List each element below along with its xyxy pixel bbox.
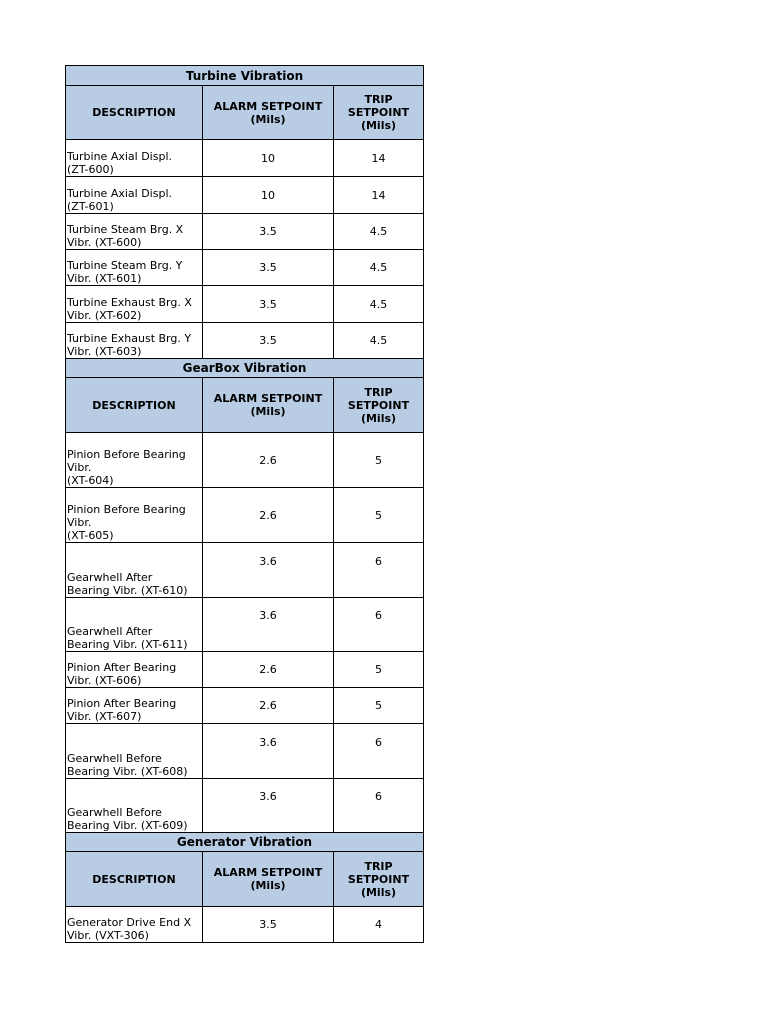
description-header: DESCRIPTION xyxy=(66,852,203,907)
table-row xyxy=(66,250,424,286)
alarm-setpoint-cell: 3.6 xyxy=(203,543,334,598)
description-cell: Generator Drive End X Vibr. (VXT-306) xyxy=(66,907,203,943)
trip-setpoint-cell: 4.5 xyxy=(334,323,424,359)
table-row xyxy=(66,688,424,724)
alarm-setpoint-cell: 3.5 xyxy=(203,286,334,323)
description-header: DESCRIPTION xyxy=(66,378,203,433)
trip-setpoint-header: TRIP SETPOINT (Mils) xyxy=(334,852,424,907)
alarm-setpoint-cell: 3.5 xyxy=(203,214,334,250)
table-row xyxy=(66,598,424,652)
column-header-row xyxy=(66,378,424,433)
table-row xyxy=(66,140,424,177)
alarm-setpoint-cell: 10 xyxy=(203,177,334,214)
description-cell: Gearwhell Before Bearing Vibr. (XT-609) xyxy=(66,779,203,833)
section-title-row xyxy=(66,833,424,852)
table-row xyxy=(66,652,424,688)
description-cell: Gearwhell Before Bearing Vibr. (XT-608) xyxy=(66,724,203,779)
trip-setpoint-cell: 4 xyxy=(334,907,424,943)
description-cell: Pinion After Bearing Vibr. (XT-606) xyxy=(66,652,203,688)
table-row xyxy=(66,286,424,323)
trip-setpoint-cell: 14 xyxy=(334,140,424,177)
alarm-setpoint-cell: 2.6 xyxy=(203,688,334,724)
description-cell: Pinion After Bearing Vibr. (XT-607) xyxy=(66,688,203,724)
table-row xyxy=(66,177,424,214)
trip-setpoint-cell: 6 xyxy=(334,724,424,779)
description-cell: Gearwhell After Bearing Vibr. (XT-611) xyxy=(66,598,203,652)
trip-setpoint-cell: 4.5 xyxy=(334,286,424,323)
description-cell: Turbine Axial Displ. (ZT-600) xyxy=(66,140,203,177)
table-row xyxy=(66,214,424,250)
alarm-setpoint-header: ALARM SETPOINT (Mils) xyxy=(203,852,334,907)
description-cell: Turbine Axial Displ. (ZT-601) xyxy=(66,177,203,214)
description-cell: Turbine Steam Brg. Y Vibr. (XT-601) xyxy=(66,250,203,286)
alarm-setpoint-header: ALARM SETPOINT (Mils) xyxy=(203,378,334,433)
alarm-setpoint-cell: 3.5 xyxy=(203,250,334,286)
table-row xyxy=(66,433,424,488)
alarm-setpoint-cell: 3.6 xyxy=(203,779,334,833)
trip-setpoint-header: TRIP SETPOINT (Mils) xyxy=(334,86,424,140)
column-header-row xyxy=(66,86,424,140)
trip-setpoint-cell: 14 xyxy=(334,177,424,214)
alarm-setpoint-cell: 2.6 xyxy=(203,433,334,488)
section-title: GearBox Vibration xyxy=(66,359,424,378)
trip-setpoint-header: TRIP SETPOINT (Mils) xyxy=(334,378,424,433)
description-cell: Gearwhell After Bearing Vibr. (XT-610) xyxy=(66,543,203,598)
trip-setpoint-cell: 6 xyxy=(334,543,424,598)
alarm-setpoint-cell: 3.6 xyxy=(203,598,334,652)
trip-setpoint-cell: 5 xyxy=(334,488,424,543)
trip-setpoint-cell: 5 xyxy=(334,433,424,488)
description-header: DESCRIPTION xyxy=(66,86,203,140)
alarm-setpoint-cell: 2.6 xyxy=(203,488,334,543)
table-row xyxy=(66,488,424,543)
description-cell: Turbine Exhaust Brg. Y Vibr. (XT-603) xyxy=(66,323,203,359)
alarm-setpoint-header: ALARM SETPOINT (Mils) xyxy=(203,86,334,140)
trip-setpoint-cell: 6 xyxy=(334,779,424,833)
alarm-setpoint-cell: 3.5 xyxy=(203,323,334,359)
section-title: Turbine Vibration xyxy=(66,66,424,86)
alarm-setpoint-cell: 2.6 xyxy=(203,652,334,688)
trip-setpoint-cell: 4.5 xyxy=(334,250,424,286)
section-title-row xyxy=(66,359,424,378)
table-row xyxy=(66,907,424,943)
section-title-row xyxy=(66,66,424,86)
description-cell: Turbine Steam Brg. X Vibr. (XT-600) xyxy=(66,214,203,250)
column-header-row xyxy=(66,852,424,907)
table-row xyxy=(66,724,424,779)
alarm-setpoint-cell: 3.5 xyxy=(203,907,334,943)
section-title: Generator Vibration xyxy=(66,833,424,852)
trip-setpoint-cell: 5 xyxy=(334,652,424,688)
description-cell: Turbine Exhaust Brg. X Vibr. (XT-602) xyxy=(66,286,203,323)
alarm-setpoint-cell: 3.6 xyxy=(203,724,334,779)
table-row xyxy=(66,323,424,359)
description-cell: Pinion Before Bearing Vibr. (XT-604) xyxy=(66,433,203,488)
trip-setpoint-cell: 5 xyxy=(334,688,424,724)
table-row xyxy=(66,779,424,833)
vibration-setpoint-table xyxy=(65,65,424,943)
trip-setpoint-cell: 4.5 xyxy=(334,214,424,250)
trip-setpoint-cell: 6 xyxy=(334,598,424,652)
alarm-setpoint-cell: 10 xyxy=(203,140,334,177)
table-row xyxy=(66,543,424,598)
description-cell: Pinion Before Bearing Vibr. (XT-605) xyxy=(66,488,203,543)
